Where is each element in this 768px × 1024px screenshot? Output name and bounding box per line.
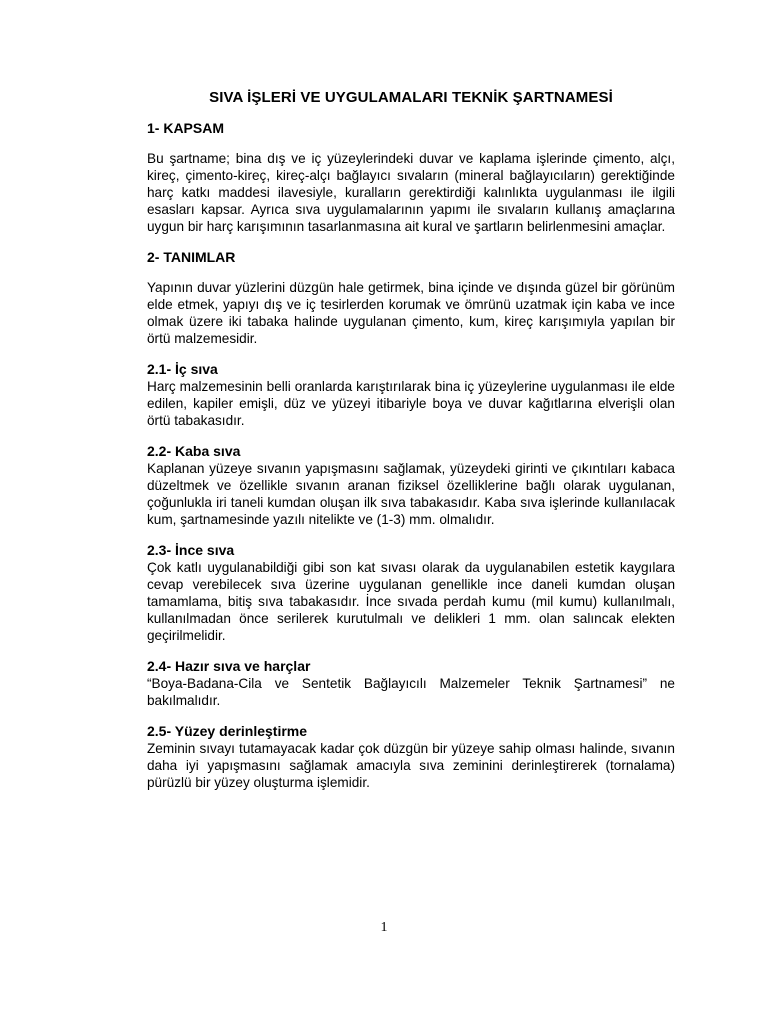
- subsection-yuzey-derinlestirme: [147, 723, 675, 791]
- section-heading: 2- TANIMLAR: [147, 249, 236, 265]
- subsection-heading: 2.2- Kaba sıva: [147, 443, 241, 459]
- section-heading: 1- KAPSAM: [147, 120, 225, 136]
- section-kapsam: [147, 120, 675, 235]
- section-paragraph: Yapının duvar yüzlerini düzgün hale getirmek, bina içinde ve dışında güzel bir görünüm elde etmek, yapıyı dış ve iç tesirlerden korumak ve ömrünü uzatmak için kaba ve ince olmak üzere iki tabaka halinde uygulanan çimento, kum, kireç karışımıyla yapılan bir örtü malzemesidir.: [147, 280, 675, 346]
- subsection-paragraph: “Boya-Badana-Cila ve Sentetik Bağlayıcılı Malzemeler Teknik Şartnamesi” ne bakılmalıdır.: [147, 676, 675, 708]
- section-tanimlar: [147, 249, 675, 347]
- subsection-heading: 2.4- Hazır sıva ve harçlar: [147, 658, 311, 674]
- subsection-paragraph: Kaplanan yüzeye sıvanın yapışmasını sağlamak, yüzeydeki girinti ve çıkıntıları kabaca düzeltmek ve özellikle sıvanın aranan fiziksel özelliklerine bağlı olarak uygulanan, çoğunlukla iri taneli kumdan oluşan ilk sıva tabakasıdır. Kaba sıva işlerinde kullanılacak kum, şartnamesinde yazılı nitelikte ve (1-3) mm. olmalıdır.: [147, 461, 675, 527]
- subsection-paragraph: Çok katlı uygulanabildiği gibi son kat sıvası olarak da uygulanabilen estetik kaygılara cevap verebilecek sıva üzerine uygulanan genellikle ince daneli kumdan oluşan tamamlama, bitiş sıva tabakasıdır. İnce sıvada perdah kumu (mil kumu) kullanılmalı, kullanılmadan önce serilerek kurutulmalı ve delikleri 1 mm. olan salıncak elekten geçirilmelidir.: [147, 560, 675, 643]
- subsection-ince-siva: [147, 542, 675, 644]
- subsection-heading: 2.5- Yüzey derinleştirme: [147, 723, 308, 739]
- subsection-paragraph: Harç malzemesinin belli oranlarda karıştırılarak bina iç yüzeylerine uygulanması ile elde edilen, kapiler emişli, düz ve yüzeyi itibariyle boya ve duvar kağıtlarına elverişli olan örtü tabakasıdır.: [147, 379, 675, 428]
- subsection-paragraph: Zeminin sıvayı tutamayacak kadar çok düzgün bir yüzeye sahip olması halinde, sıvanın daha iyi yapışmasını sağlamak amacıyla sıva zeminini derinleştirerek (tornalama) pürüzlü bir yüzey oluşturma işlemidir.: [147, 741, 675, 790]
- document-body: [147, 89, 675, 791]
- subsection-ic-siva: [147, 361, 675, 429]
- section-paragraph: Bu şartname; bina dış ve iç yüzeylerindeki duvar ve kaplama işlerinde çimento, alçı, kireç, çimento-kireç, kireç-alçı bağlayıcı sıvaların (mineral bağlayıcıların) gerektiğinde harç katkı maddesi ilavesiyle, kuralların gerektirdiği kalınlıkta uygulanması ile ilgili esasları kapsar. Ayrıca sıva uygulamalarının yapımı ile sıvaların kullanış amaçlarına uygun bir harç karışımının tasarlanmasına ait kural ve şartların belirlenmesini amaçlar.: [147, 151, 675, 234]
- subsection-heading: 2.3- İnce sıva: [147, 542, 235, 558]
- subsection-kaba-siva: [147, 443, 675, 528]
- subsection-heading: 2.1- İç sıva: [147, 361, 218, 377]
- subsection-hazir-siva: [147, 658, 675, 709]
- document-title: SIVA İŞLERİ VE UYGULAMALARI TEKNİK ŞARTNAMESİ: [209, 89, 613, 106]
- page-number: 1: [380, 920, 388, 935]
